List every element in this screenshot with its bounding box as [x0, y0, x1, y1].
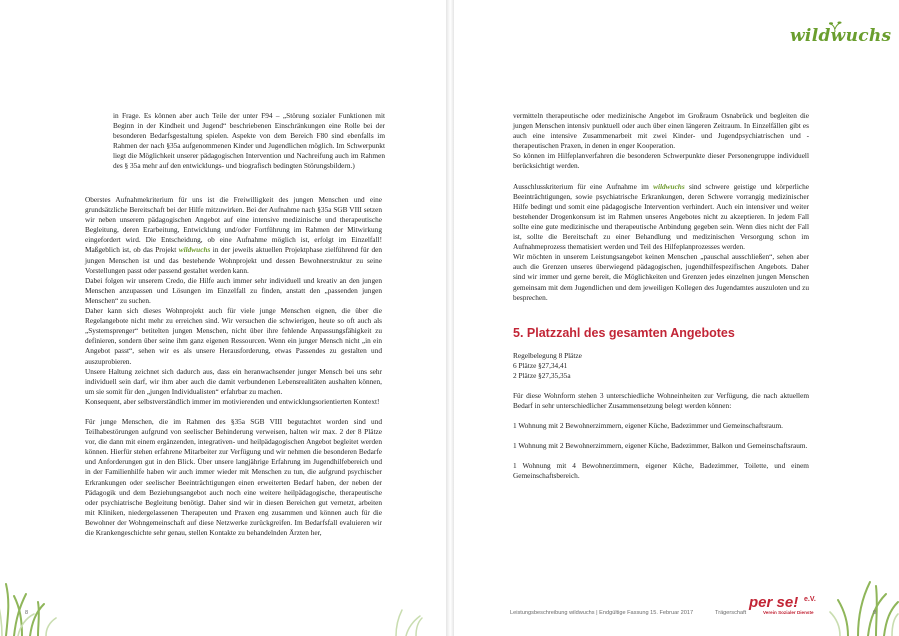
plaetze-line-2: 2 Plätze §27,35,35a [513, 370, 571, 380]
right-paragraph-2: So können im Hilfeplanverfahren die besonderen Schwerpunkte dieser Personengruppe individuell berücksichtigt werden. [513, 151, 809, 171]
section-heading: 5. Platzzahl des gesamten Angebotes [513, 325, 735, 340]
left-indented-block [113, 111, 385, 172]
wildwuchs-brand-mention: wildwuchs [653, 181, 685, 191]
page-number-right: 9 [873, 610, 877, 616]
wildwuchs-brand-mention: wildwuchs [178, 245, 211, 255]
unit-item-3: 1 Wohnung mit 4 Bewohnerzimmern, eigener Küche, Badezimmer, Toilette, und einem Gemeinschaftsbereich. [513, 461, 809, 481]
plaetze-line-1: 6 Plätze §27,34,41 [513, 360, 568, 370]
per-se-ev: e.V. [804, 596, 816, 603]
right-paragraph-3: Ausschlusskriterium für eine Aufnahme im wildwuchs sind schwere geistige und körperliche Beeinträchtigungen, sowie psychiatrische Erkrankungen, deren Schwere vorrangig medizinischer Hilfe bedingt und somit eine pädagogische Intervention verhindert. Auch ein intensiver und weiter bestehender Drogenkonsum ist im Rahmen unseres Angebotes nicht zu akzeptieren. In jedem Fall sollte eine gute medizinische und therapeutische Anbindung gegeben sein. Wenn dies nicht der Fall ist, sollte die Bereitschaft zu einer Behandlung und medizinischen Versorgung schon im Aufnahmeprozess thematisiert werden und Teil des Hilfeplanprozesses werden. [513, 181, 809, 252]
page-number-left: 8 [25, 610, 29, 616]
left-main-column [85, 195, 382, 538]
right-main-column [513, 111, 809, 482]
grass-decoration-right [818, 546, 899, 636]
left-paragraph-6: Für junge Menschen, die im Rahmen des §35a SGB VIII begutachtet worden sind und Teilhabestörungen aufgrund von seelischer Behinderung verweisen, halten wir max. 2 der 8 Plätze vor, die dann mit einem ergänzenden, integrativen- und heilpädagogischen Angebot begleitet werden können. Hierfür stehen erfahrene Mitarbeiter zur Verfügung und wir nehmen die besonderen Bedarfe und Anforderungen gut in den Blick. Über unsere langjährige Erfahrung im Jugendhilfebereich und in der Familienhilfe haben wir auch immer wieder mit Menschen zu tun, die aufgrund psychischer Erkrankungen oder seelischer Beeinträchtigungen einen erweiterten Bedarf haben, der neben der Pädagogik und dem Beziehungsangebot auch noch eine weitere heilpädagogische, therapeutische oder psychiatrische Begleitung benötigt. Daher sind wir in diesen Bereichen gut vernetzt, arbeiten mit Kliniken, niedergelassenen Therapeuten und Praxen eng zusammen und können auch für die Bewohner der Wohngemeinschaft auf diese Netzwerke zurückgreifen. Im Bedarfsfall evaluieren wir die Krankengeschichte sehr genau, stellen Kontakte zu behandelnden Ärzten her, [85, 416, 382, 537]
left-paragraph-4: Unsere Haltung zeichnet sich dadurch aus, dass ein heranwachsender junger Mensch bei uns sehr individuell sein darf, wir ihm aber auch die damit verbundenen Lebensrealitäten aushalten können, um sie somit für den „jungen Individualisten“ erfahrbar zu machen. [85, 366, 382, 396]
right-paragraph-5: Für diese Wohnform stehen 3 unterschiedliche Wohneinheiten zur Verfügung, die nach aktuellem Bedarf in sehr unterschiedlicher Zusammensetzung belegt werden können: [513, 390, 809, 411]
regelbelegung: Regelbelegung 8 Plätze [513, 350, 582, 360]
unit-item-2: 1 Wohnung mit 2 Bewohnerzimmern, eigener Küche, Badezimmer, Balkon und Gemeinschaftsraum. [513, 441, 808, 451]
per-se-subtitle: Verein Sozialer Dienste [763, 610, 814, 615]
footer-document-info: Leistungsbeschreibung wildwuchs | Endgültige Fassung 15. Februar 2017 [510, 610, 694, 616]
right-paragraph-4: Wir möchten in unserem Leistungsangebot keinen Menschen „pauschal ausschließen“, sehen aber auch die Grenzen unseres überwiegend pädagogischen, jugendhilfespezifischen Angebots. Daher sind wir immer und gerne bereit, die Möglichkeiten und Grenzen jedes einzelnen jungen Menschen gemeinsam mit dem Jugendlichen und dem jeweiligen Kollegen des Jugendamtes auszuloten und zu besprechen. [513, 252, 809, 302]
grass-decoration-left [0, 556, 70, 636]
wildwuchs-logo: wildwuchs [790, 26, 892, 46]
right-paragraph-1: vermitteln therapeutische oder medizinische Angebot im Großraum Osnabrück und begleiten die jungen Menschen intensiv punktuell oder auch über einen längeren Zeitraum. In Einzelfällen gibt es auch eine intensive Zusammenarbeit mit zwei Kinder- und Jugendpsychiatrischen und -therapeutischen Praxen, in denen in enger Kooperation. [513, 111, 809, 151]
unit-item-1: 1 Wohnung mit 2 Bewohnerzimmern, eigener Küche, Badezimmer und Gemeinschaftsraum. [513, 421, 783, 431]
left-paragraph-5: Konsequent, aber selbstverständlich immer im motivierenden und entwicklungsorientierten Kontext! [85, 396, 380, 406]
left-indented-paragraph: in Frage. Es können aber auch Teile der unter F94 – „Störung sozialer Funktionen mit Beginn in der Kindheit und Jugend“ beschriebenen Einschränkungen eine Rolle bei der besonderen Bedarfsgestaltung spielen. Aspekte von dem Bereich F80 sind ebenfalls im Rahmen der nach §35a aufgenommenen Kinder und Jugendlichen möglich. Im Schwerpunkt liegt die Möglichkeit unserer pädagogischen Intervention und Nachreifung auch im Rahmen des § 35a mehr auf den entwicklungs- und biografisch bedingten Störungsbildern.) [113, 111, 385, 171]
footer-traegerschaft: Trägerschaft [715, 610, 747, 616]
left-paragraph-1: Oberstes Aufnahmekriterium für uns ist die Freiwilligkeit des jungen Menschen und eine grundsätzliche Bereitschaft bei der Hilfe mitzuwirken. Bei der Aufnahme nach §35a SGB VIII setzen wir neben unserem pädagogischen Angebot auf eine intensive medizinische und therapeutische Begleitung, deren Erarbeitung, Entwicklung und/oder Fortführung im Rahmen der Mitwirkung eingefordert wird. Die Entscheidung, ob eine Aufnahme möglich ist, erfolgt im Einzelfall! Maßgeblich ist, ob das Projekt wildwuchs in der jeweils aktuellen Projektphase zielführend für den jungen Menschen ist und das bestehende Wohnprojekt und dessen Bewohnerstruktur zu seine Vorstellungen passt oder passend gestaltet werden kann. [85, 195, 383, 275]
sprout-icon [828, 20, 842, 32]
page-gutter [446, 0, 454, 636]
left-paragraph-3: Daher kann sich dieses Wohnprojekt auch für viele junge Menschen eignen, die über die Regelangebote nicht mehr zu erreichen sind. Wir versuchen die schwierigen, heute so oft auch als „Systemsprenger“ betitelten jungen Menschen, nicht über ihre fehlende Anpassungsfähigkeit zu definieren, sondern über seine ihm ganz eigenen Ressourcen. Wenn ein junger Mensch nicht „in ein Angebot passt“, sehen wir es als unsere Herausforderung, etwas Passendes zu gestalten und auszuprobieren. [85, 306, 382, 366]
left-paragraph-2: Dabei folgen wir unserem Credo, die Hilfe auch immer sehr individuell und kreativ an den jungen Menschen anzupassen und Lösungen im Einzelfall zu finden, anstatt den „passenden jungen Menschen“ zu suchen. [85, 275, 382, 305]
per-se-logo: per se! [749, 594, 799, 611]
grass-decoration-left-inner [376, 596, 446, 636]
